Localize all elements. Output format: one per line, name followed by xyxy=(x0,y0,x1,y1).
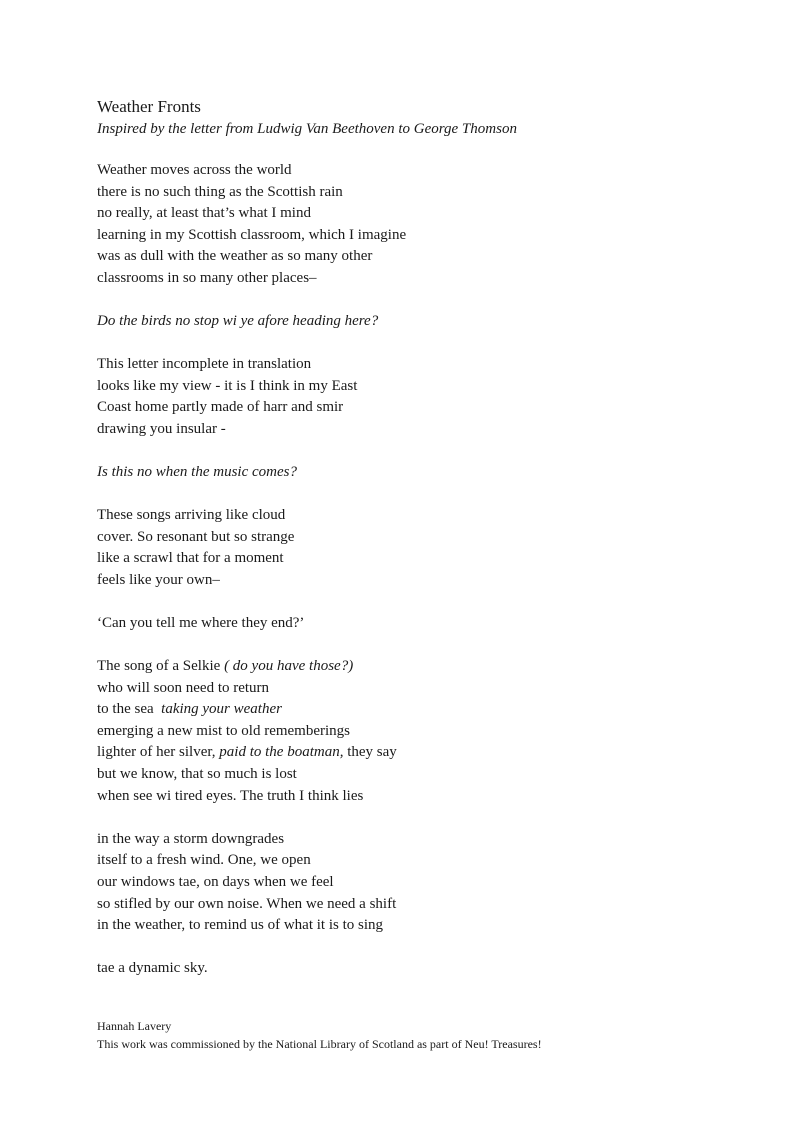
poem-line: was as dull with the weather as so many other xyxy=(97,248,373,265)
stanza-3 xyxy=(97,505,757,591)
poem-line: feels like your own– xyxy=(97,571,220,588)
refrain-1 xyxy=(97,311,757,333)
poem-line: there is no such thing as the Scottish rain xyxy=(97,183,343,200)
page-footer xyxy=(97,1017,757,1053)
poem-page xyxy=(97,96,757,1001)
refrain-2 xyxy=(97,462,757,484)
line-text: The song of a Selkie xyxy=(97,658,225,675)
poem-subtitle: Inspired by the letter from Ludwig Van Beethoven to George Thomson xyxy=(97,121,517,137)
poem-line: Coast home partly made of harr and smir xyxy=(97,399,344,416)
stanza-1 xyxy=(97,160,757,290)
poem-line: This letter incomplete in translation xyxy=(97,356,312,373)
poem-line: when see wi tired eyes. The truth I think lies xyxy=(97,787,364,804)
stanza-2 xyxy=(97,354,757,440)
poem-line xyxy=(97,742,757,764)
poem-line: cover. So resonant but so strange xyxy=(97,528,295,545)
poem-line: itself to a fresh wind. One, we open xyxy=(97,852,311,869)
poem-line: ‘Can you tell me where they end?’ xyxy=(97,615,305,631)
poem-line: our windows tae, on days when we feel xyxy=(97,873,334,890)
poem-title: Weather Fronts xyxy=(97,97,201,116)
line-text: lighter of her silver, xyxy=(97,744,220,761)
stanza-5 xyxy=(97,829,757,937)
closing-stanza xyxy=(97,958,757,980)
poem-line: like a scrawl that for a moment xyxy=(97,550,284,567)
line-text: to the sea xyxy=(97,701,162,718)
poem-line: but we know, that so much is lost xyxy=(97,766,297,783)
line-text: they say xyxy=(343,744,397,761)
poem-line: tae a dynamic sky. xyxy=(97,960,208,977)
poem-line xyxy=(97,656,757,678)
poem-body xyxy=(97,160,757,980)
poem-line: drawing you insular - xyxy=(97,420,226,437)
line-text-italic: taking your weather xyxy=(161,701,282,718)
author-name: Hannah Lavery xyxy=(97,1019,172,1033)
poem-line: who will soon need to return xyxy=(97,679,270,696)
poem-line: These songs arriving like cloud xyxy=(97,507,286,524)
poem-line: no really, at least that’s what I mind xyxy=(97,205,311,222)
poem-line: emerging a new mist to old rememberings xyxy=(97,722,351,739)
line-text-italic: paid to the boatman, xyxy=(219,744,344,761)
line-text-italic: ( do you have those?) xyxy=(224,658,354,675)
commission-credit: This work was commissioned by the National Library of Scotland as part of Neu! Treasures! xyxy=(97,1037,542,1051)
poem-line: classrooms in so many other places– xyxy=(97,269,317,286)
poem-line-italic: Do the birds no stop wi ye afore heading here? xyxy=(97,313,379,330)
poem-line-italic: Is this no when the music comes? xyxy=(97,464,297,481)
poem-line: in the weather, to remind us of what it is to sing xyxy=(97,917,384,934)
poem-line: learning in my Scottish classroom, which I imagine xyxy=(97,226,407,243)
poem-line xyxy=(97,699,757,721)
stanza-4 xyxy=(97,656,757,807)
poem-line: looks like my view - it is I think in my East xyxy=(97,377,358,394)
poem-line: so stifled by our own noise. When we need a shift xyxy=(97,895,397,912)
poem-line: in the way a storm downgrades xyxy=(97,830,285,847)
quote-line xyxy=(97,613,757,635)
poem-line: Weather moves across the world xyxy=(97,162,292,178)
